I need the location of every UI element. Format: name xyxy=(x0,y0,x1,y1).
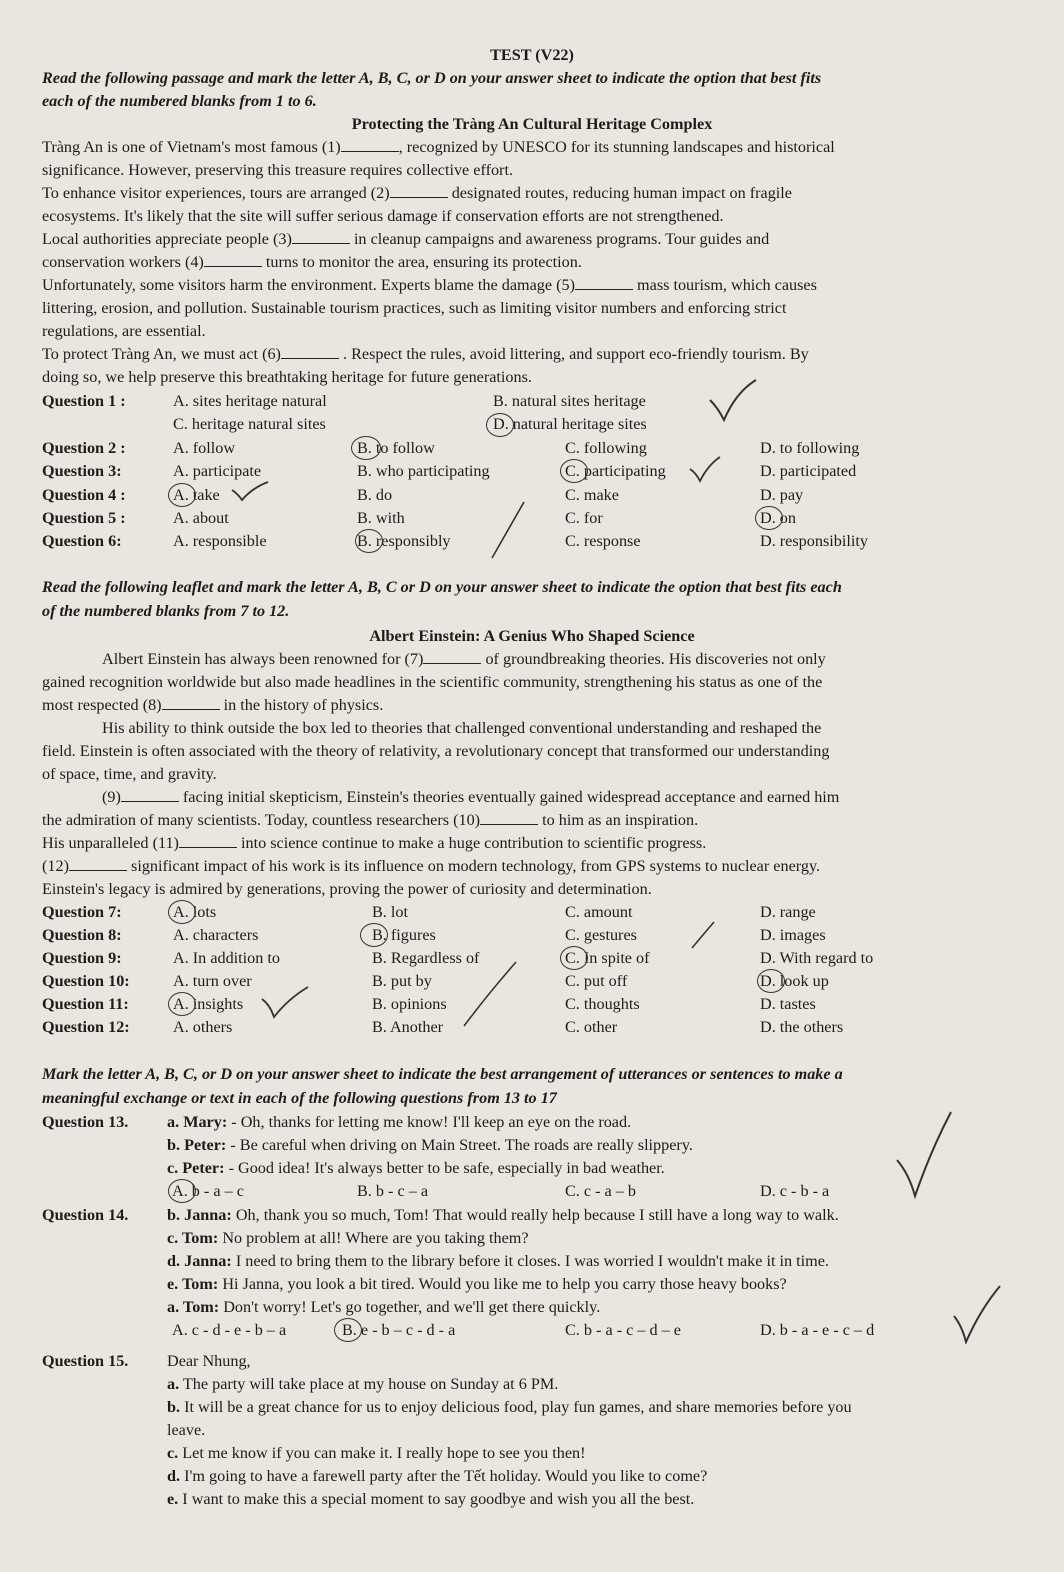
option-c[interactable]: C. make xyxy=(565,486,619,504)
q13-utterance: a. Mary: - Oh, thanks for letting me know! I'll keep an eye on the road. xyxy=(167,1113,632,1131)
blank-12 xyxy=(69,856,127,871)
q14-utterance: e. Tom: Hi Janna, you look a bit tired. Would you like me to help you carry those heavy books? xyxy=(167,1275,787,1293)
option-a[interactable]: A. about xyxy=(173,509,229,527)
option-b[interactable]: B. e - b – c - d - a xyxy=(342,1321,456,1339)
answer-circle xyxy=(334,1318,362,1342)
question-label: Question 9: xyxy=(42,949,122,967)
option-a[interactable]: A. In addition to xyxy=(173,949,281,967)
q15-sentence: c. Let me know if you can make it. I really hope to see you then! xyxy=(167,1444,586,1462)
option-b[interactable]: B. do xyxy=(357,486,393,504)
section1-instruction-2: each of the numbered blanks from 1 to 6. xyxy=(42,92,317,110)
blank-8 xyxy=(162,695,220,710)
option-b[interactable]: B. lot xyxy=(372,903,408,921)
check-mark-icon xyxy=(895,1110,955,1200)
answer-circle xyxy=(560,946,588,970)
q14-utterance: b. Janna: Oh, thank you so much, Tom! That would really help because I still have a long way to walk. xyxy=(167,1206,839,1224)
blank-6 xyxy=(281,344,339,359)
option-b[interactable]: B. to follow xyxy=(357,439,435,457)
option-b[interactable]: B. figures xyxy=(372,926,436,944)
section3-instruction-2: meaningful exchange or text in each of the following questions from 13 to 17 xyxy=(42,1089,557,1107)
check-mark-icon xyxy=(688,920,718,950)
blank-10 xyxy=(480,810,538,825)
option-d[interactable]: D. pay xyxy=(760,486,804,504)
option-c[interactable]: C. other xyxy=(565,1018,618,1036)
question-label: Question 10: xyxy=(42,972,130,990)
question-label: Question 5 : xyxy=(42,509,126,527)
check-mark-icon xyxy=(460,960,520,1030)
answer-circle xyxy=(755,506,783,530)
passage2-line: most respected (8) in the history of physics. xyxy=(42,696,384,714)
section2-instruction-2: of the numbered blanks from 7 to 12. xyxy=(42,602,290,620)
option-d[interactable]: D. participated xyxy=(760,462,857,480)
question-label: Question 12: xyxy=(42,1018,130,1036)
option-b[interactable]: B. Regardless of xyxy=(372,949,480,967)
option-a[interactable]: A. c - d - e - b – a xyxy=(172,1321,287,1339)
option-a[interactable]: A. participate xyxy=(173,462,262,480)
option-a[interactable]: A. take xyxy=(173,486,220,504)
answer-circle xyxy=(168,483,196,507)
option-a[interactable]: A. sites heritage natural xyxy=(173,392,327,410)
passage1-line: Tràng An is one of Vietnam's most famous (1) , recognized by UNESCO for its stunning landscapes and historical xyxy=(42,138,835,156)
q15-sentence: d. I'm going to have a farewell party after the Tết holiday. Would you like to come? xyxy=(167,1467,708,1485)
option-d[interactable]: D. range xyxy=(760,903,816,921)
option-c[interactable]: C. In spite of xyxy=(565,949,650,967)
passage1-line: doing so, we help preserve this breathtaking heritage for future generations. xyxy=(42,368,532,386)
section2-heading: Albert Einstein: A Genius Who Shaped Science xyxy=(369,627,695,645)
question-label: Question 6: xyxy=(42,532,122,550)
blank-11 xyxy=(179,833,237,848)
option-b[interactable]: B. with xyxy=(357,509,405,527)
question-label: Question 2 : xyxy=(42,439,126,457)
option-a[interactable]: A. turn over xyxy=(173,972,252,990)
question-label: Question 13. xyxy=(42,1113,129,1131)
passage1-line: To protect Tràng An, we must act (6) . Respect the rules, avoid littering, and support eco-friendly tourism. By xyxy=(42,345,809,363)
passage1-line: Unfortunately, some visitors harm the environment. Experts blame the damage (5) mass tourism, which causes xyxy=(42,276,817,294)
passage2-line: Albert Einstein has always been renowned for (7) of groundbreaking theories. His discoveries not only xyxy=(102,650,826,668)
passage2-line: His unparalleled (11) into science continue to make a huge contribution to scientific progress. xyxy=(42,834,707,852)
option-c[interactable]: C. b - a - c – d – e xyxy=(565,1321,681,1339)
option-c[interactable]: C. gestures xyxy=(565,926,637,944)
blank-3 xyxy=(292,229,350,244)
test-title: TEST (V22) xyxy=(490,46,574,64)
answer-circle xyxy=(486,413,514,437)
question-label: Question 7: xyxy=(42,903,122,921)
blank-2 xyxy=(390,183,448,198)
check-mark-icon xyxy=(688,455,722,483)
option-d[interactable]: D. c - b - a xyxy=(760,1182,830,1200)
section1-heading: Protecting the Tràng An Cultural Heritage Complex xyxy=(351,115,713,133)
option-d[interactable]: D. b - a - e - c – d xyxy=(760,1321,875,1339)
answer-circle xyxy=(168,900,196,924)
option-a[interactable]: A. responsible xyxy=(173,532,267,550)
option-d[interactable]: D. natural heritage sites xyxy=(493,415,647,433)
option-c[interactable]: C. amount xyxy=(565,903,633,921)
option-d[interactable]: D. the others xyxy=(760,1018,844,1036)
option-b[interactable]: B. natural sites heritage xyxy=(493,392,646,410)
q14-utterance: d. Janna: I need to bring them to the library before it closes. I was worried I wouldn't make it in time. xyxy=(167,1252,829,1270)
question-label: Question 14. xyxy=(42,1206,129,1224)
passage2-line: gained recognition worldwide but also made headlines in the scientific community, strengthening his status as one of the xyxy=(42,673,823,691)
option-a[interactable]: A. characters xyxy=(173,926,259,944)
option-d[interactable]: D. tastes xyxy=(760,995,816,1013)
answer-circle xyxy=(360,923,388,947)
passage2-line: His ability to think outside the box led to theories that challenged conventional understanding and reshaped the xyxy=(102,719,822,737)
option-a[interactable]: A. follow xyxy=(173,439,236,457)
answer-circle xyxy=(168,992,196,1016)
section3-instruction-1: Mark the letter A, B, C, or D on your answer sheet to indicate the best arrangement of utterances or sentences to make a xyxy=(42,1065,843,1083)
passage2-line: the admiration of many scientists. Today, countless researchers (10) to him as an inspiration. xyxy=(42,811,699,829)
answer-circle xyxy=(355,529,383,553)
option-c[interactable]: C. response xyxy=(565,532,641,550)
check-mark-icon xyxy=(488,500,528,560)
answer-circle xyxy=(168,1179,196,1203)
option-a[interactable]: A. insights xyxy=(173,995,244,1013)
option-d[interactable]: D. to following xyxy=(760,439,860,457)
passage1-line: To enhance visitor experiences, tours are arranged (2) designated routes, reducing human impact on fragile xyxy=(42,184,792,202)
option-c[interactable]: C. thoughts xyxy=(565,995,640,1013)
section1-instruction-1: Read the following passage and mark the letter A, B, C, or D on your answer sheet to indicate the option that best fits xyxy=(42,69,822,87)
option-c[interactable]: C. following xyxy=(565,439,647,457)
option-c[interactable]: C. heritage natural sites xyxy=(173,415,326,433)
passage2-line: (12) significant impact of his work is its influence on modern technology, from GPS systems to nuclear energy. xyxy=(42,857,821,875)
answer-circle xyxy=(351,436,381,460)
q15-sentence: b. It will be a great chance for us to enjoy delicious food, play fun games, and share memories before you xyxy=(167,1398,852,1416)
check-mark-icon xyxy=(952,1284,1002,1344)
blank-5 xyxy=(575,275,633,290)
q14-utterance: c. Tom: No problem at all! Where are you taking them? xyxy=(167,1229,529,1247)
option-a[interactable]: A. b - a – c xyxy=(172,1182,244,1200)
option-b[interactable]: B. who participating xyxy=(357,462,490,480)
option-c[interactable]: C. c - a – b xyxy=(565,1182,637,1200)
passage2-line: (9) facing initial skepticism, Einstein's theories eventually gained widespread acceptance and earned him xyxy=(102,788,840,806)
passage1-line: ecosystems. It's likely that the site will suffer serious damage if conservation efforts are not strengthened. xyxy=(42,207,724,225)
question-label: Question 1 : xyxy=(42,392,126,410)
q13-utterance: c. Peter: - Good idea! It's always better to be safe, especially in bad weather. xyxy=(167,1159,665,1177)
option-d[interactable]: D. look up xyxy=(760,972,829,990)
option-c[interactable]: C. for xyxy=(565,509,603,527)
option-b[interactable]: B. Another xyxy=(372,1018,444,1036)
passage2-line: of space, time, and gravity. xyxy=(42,765,217,783)
blank-9 xyxy=(121,787,179,802)
option-a[interactable]: A. lots xyxy=(173,903,217,921)
option-a[interactable]: A. others xyxy=(173,1018,233,1036)
question-label: Question 4 : xyxy=(42,486,126,504)
q15-sentence: e. I want to make this a special moment to say goodbye and wish you all the best. xyxy=(167,1490,695,1508)
q13-utterance: b. Peter: - Be careful when driving on Main Street. The roads are really slippery. xyxy=(167,1136,693,1154)
question-label: Question 3: xyxy=(42,462,122,480)
passage2-line: Einstein's legacy is admired by generations, proving the power of curiosity and determination. xyxy=(42,880,652,898)
check-mark-icon xyxy=(708,378,758,422)
passage2-line: field. Einstein is often associated with the theory of relativity, a revolutionary concept that transformed our understanding xyxy=(42,742,830,760)
blank-4 xyxy=(204,252,262,267)
q15-greeting: Dear Nhung, xyxy=(167,1352,251,1370)
question-label: Question 11: xyxy=(42,995,129,1013)
passage1-line: significance. However, preserving this treasure requires collective effort. xyxy=(42,161,513,179)
q15-sentence: leave. xyxy=(167,1421,206,1439)
q15-sentence: a. The party will take place at my house on Sunday at 6 PM. xyxy=(167,1375,559,1393)
option-b[interactable]: B. b - c – a xyxy=(357,1182,429,1200)
option-c[interactable]: C. put off xyxy=(565,972,628,990)
passage1-line: littering, erosion, and pollution. Sustainable tourism practices, such as limiting visitor numbers and enforcing strict xyxy=(42,299,787,317)
blank-7 xyxy=(423,649,481,664)
q14-utterance: a. Tom: Don't worry! Let's go together, and we'll get there quickly. xyxy=(167,1298,601,1316)
answer-circle xyxy=(757,969,785,993)
option-d[interactable]: D. With regard to xyxy=(760,949,874,967)
answer-circle xyxy=(560,459,588,483)
option-b[interactable]: B. responsibly xyxy=(357,532,451,550)
check-mark-icon xyxy=(260,985,310,1019)
option-d[interactable]: D. on xyxy=(760,509,796,527)
option-c[interactable]: C. participating xyxy=(565,462,666,480)
option-b[interactable]: B. opinions xyxy=(372,995,447,1013)
passage1-line: Local authorities appreciate people (3) in cleanup campaigns and awareness programs. Tour guides and xyxy=(42,230,770,248)
question-label: Question 8: xyxy=(42,926,122,944)
blank-1 xyxy=(341,137,399,152)
passage1-line: conservation workers (4) turns to monitor the area, ensuring its protection. xyxy=(42,253,582,271)
option-b[interactable]: B. put by xyxy=(372,972,432,990)
passage1-line: regulations, are essential. xyxy=(42,322,206,340)
option-d[interactable]: D. images xyxy=(760,926,826,944)
question-label: Question 15. xyxy=(42,1352,129,1370)
check-mark-icon xyxy=(230,480,270,502)
section2-instruction-1: Read the following leaflet and mark the letter A, B, C or D on your answer sheet to indicate the option that best fits each xyxy=(42,578,842,596)
option-d[interactable]: D. responsibility xyxy=(760,532,868,550)
